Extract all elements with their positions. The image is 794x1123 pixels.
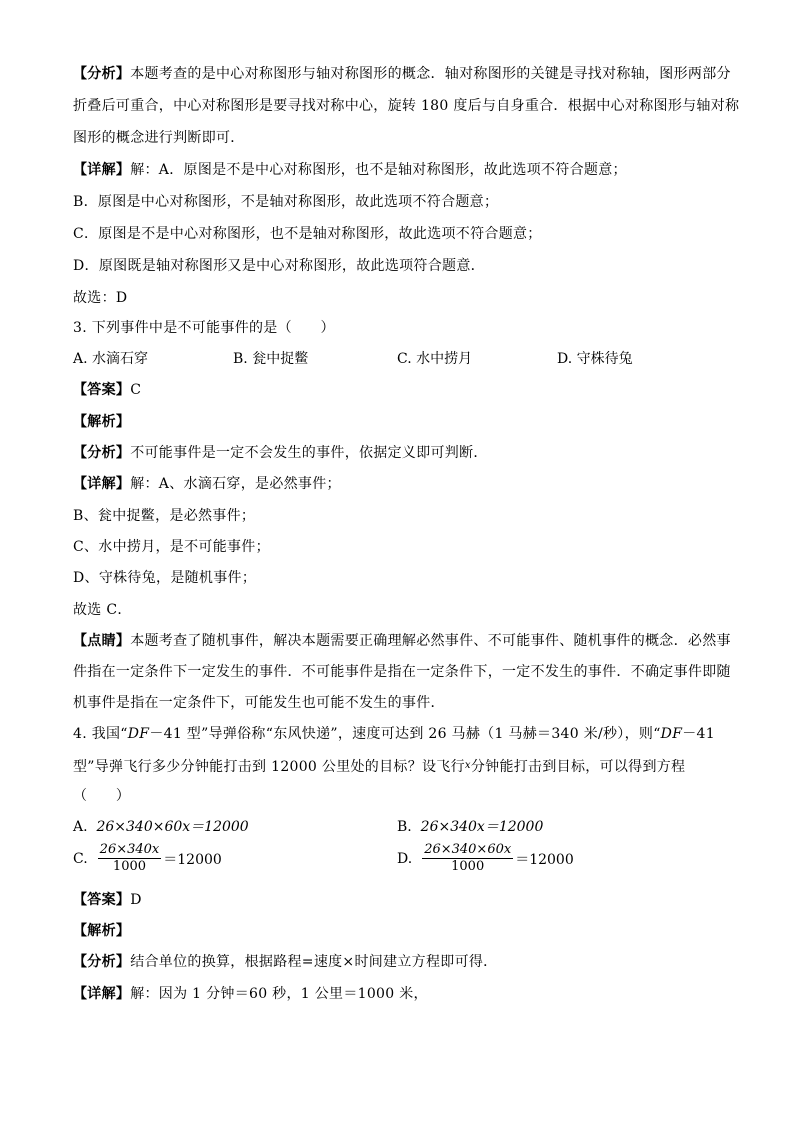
text-line: 故选 C． <box>73 602 132 618</box>
question-4-bracket: （ ） <box>73 788 131 804</box>
answer-line: 【答案】C <box>73 382 142 398</box>
text-line: 【分析】结合单位的换算，根据路程=速度×时间建立方程即可得． <box>73 954 498 970</box>
text-line: D．原图既是轴对称图形又是中心对称图形，故此选项符合题意． <box>73 258 485 274</box>
text-line: 【详解】解：因为 1 分钟＝60 秒，1 公里＝1000 米， <box>73 986 428 1002</box>
analysis-heading: 【解析】 <box>73 414 131 430</box>
analysis-heading: 【解析】 <box>73 923 131 939</box>
fraction-c: $\frac{26\times 340x}{1000}$ <box>99 842 160 874</box>
text-line: 折叠后可重合，中心对称图形是要寻找对称中心，旋转 180 度后与自身重合．根据中心对称图形与轴对称 <box>73 98 740 114</box>
q4-option-a: A. 26×340×60x＝12000 <box>73 819 249 835</box>
answer-line: 【答案】D <box>73 892 142 908</box>
q4-option-d: D. $\frac{26\times 340\times 60x}{1000}$ ＝12000 <box>397 842 574 874</box>
text-line: B、瓮中捉鳖，是必然事件； <box>73 508 256 524</box>
text-line: 【分析】本题考查的是中心对称图形与轴对称图形的概念．轴对称图形的关键是寻找对称轴，图形两部分 <box>73 66 731 82</box>
q3-option-b: B. 瓮中捉鳖 <box>233 351 309 367</box>
q4-option-c: C. $\frac{26\times 340x}{1000}$ ＝12000 <box>73 842 222 874</box>
question-3-stem: 3. 下列事件中是不可能事件的是（ ） <box>73 320 335 336</box>
q3-option-a: A. 水滴石穿 <box>73 351 149 367</box>
text-line: 图形的概念进行判断即可． <box>73 130 245 146</box>
text-line: 【点睛】本题考查了随机事件，解决本题需要正确理解必然事件、不可能事件、随机事件的概念．必然事 <box>73 633 731 649</box>
text-line: 【详解】解：A．原图是不是中心对称图形，也不是轴对称图形，故此选项不符合题意； <box>73 162 627 178</box>
text-line: 【详解】解：A、水滴石穿，是必然事件； <box>73 476 341 492</box>
text-line: C．原图是不是中心对称图形，也不是轴对称图形，故此选项不符合题意； <box>73 226 542 242</box>
text-line: 机事件是指在一定条件下，可能发生也可能不发生的事件． <box>73 695 445 711</box>
text-line: B．原图是中心对称图形，不是轴对称图形，故此选项不符合题意； <box>73 194 499 210</box>
text-line: D、守株待兔，是随机事件； <box>73 570 257 586</box>
q3-option-d: D. 守株待兔 <box>557 351 633 367</box>
fraction-d: $\frac{26\times 340\times 60x}{1000}$ <box>424 842 512 874</box>
q4-option-b: B. 26×340x＝12000 <box>397 819 544 835</box>
question-4-stem-cont: 型”导弹飞行多少分钟能打击到 12000 公里处的目标？设飞行$^x$分钟能打击到目标，可以得到方程 <box>73 759 686 775</box>
question-4-stem: 4. 我国“DF－41 型”导弹俗称“东风快递”，速度可达到 26 马赫（1 马赫＝340 米/秒），则“DF－41 <box>73 726 715 742</box>
text-line: C、水中捞月，是不可能事件； <box>73 539 270 555</box>
text-line: 故选：D <box>73 290 128 306</box>
text-line: 件指在一定条件下一定发生的事件．不可能事件是指在一定条件下，一定不发生的事件．不确定事件即随 <box>73 664 731 680</box>
q3-option-c: C. 水中捞月 <box>397 351 473 367</box>
equation-b: 26×340x＝12000 <box>420 819 544 835</box>
text-line: 【分析】不可能事件是一定不会发生的事件，依据定义即可判断． <box>73 445 488 461</box>
equation-a: 26×340×60x＝12000 <box>96 819 249 835</box>
